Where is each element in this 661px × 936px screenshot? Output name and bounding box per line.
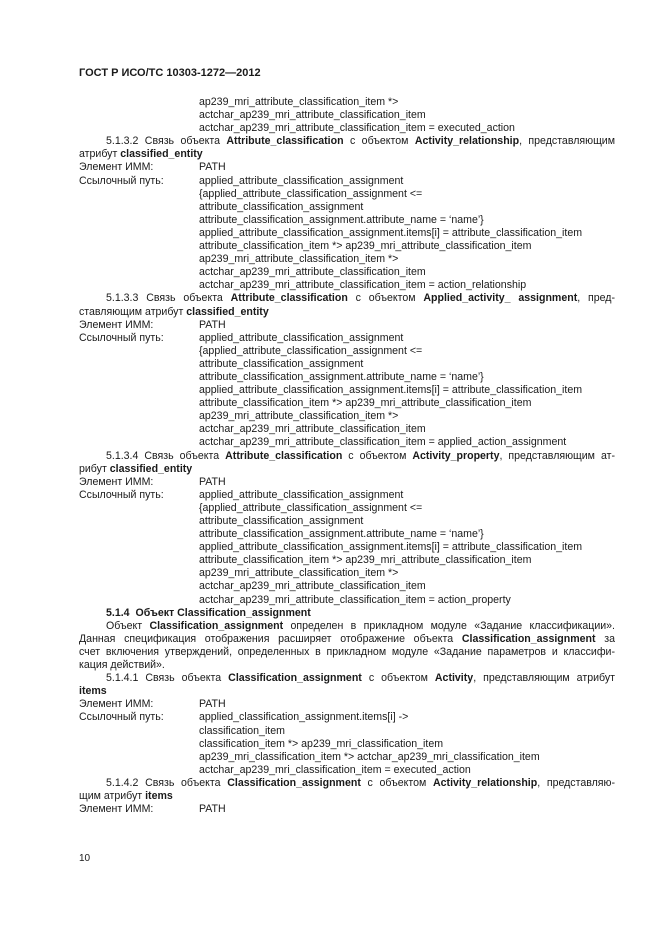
mapping-entry [79,476,615,489]
mapping-key: Ссылочный путь: [79,488,164,501]
bold-term: Attribute_classification [230,292,348,305]
text-segment: атрибут [79,148,121,161]
bold-term: items [79,685,107,698]
text-line [79,633,615,646]
reference-path-line: attribute_classification_assignment [199,515,364,527]
text-line [79,463,615,476]
mapping-key: Элемент ИММ: [79,698,154,711]
bold-term: classified_entity [109,462,193,475]
bold-term: Activity_property [412,449,500,462]
paragraph-line [79,135,615,148]
mapping-value: PATH [199,803,226,816]
mapping-entry [79,332,615,345]
mapping-key: Элемент ИММ: [79,475,154,488]
mapping-entry [79,803,615,816]
mapping-value: applied_attribute_classification_assignment [199,488,404,501]
text-line [79,306,615,319]
reference-path-line: attribute_classification_assignment.attribute_name = ‘name’} [199,213,484,226]
reference-path-line: actchar_ap239_mri_classification_item = executed_action [199,763,471,776]
paragraph-line [79,607,615,620]
mapping-value: PATH [199,698,226,711]
bold-term: Classification_assignment [227,776,361,789]
mapping-value: applied_classification_assignment.items[i] -> [199,711,409,724]
text-segment: Объект [106,619,150,632]
reference-path-line: actchar_ap239_mri_attribute_classification_item = executed_action [199,122,515,135]
reference-path-line: attribute_classification_assignment.attribute_name = ‘name’} [199,528,484,541]
reference-path-line: attribute_classification_assignment [199,357,364,370]
reference-path-line: ap239_mri_attribute_classification_item *> [199,253,399,266]
bold-term: Activity [434,672,474,685]
reference-path-line: classification_item *> ap239_mri_classification_item [199,737,444,750]
bold-term: 5.1.4 Объект Classification_assignment [106,606,311,619]
text-segment: с объектом [361,672,435,685]
text-segment: счет включения утверждений, определенных в прикладном модуле «Задание параметров и классифи- [79,645,615,658]
reference-path-line: actchar_ap239_mri_attribute_classification_item [199,109,426,122]
bold-term: Activity_relationship [414,135,520,148]
mapping-entry [79,319,615,332]
bold-term: Attribute_classification [225,449,343,462]
reference-path-line: ap239_mri_classification_item *> actchar_ap239_mri_classification_item [199,750,540,763]
reference-path-line: attribute_classification_assignment.attribute_name = ‘name’} [199,370,484,383]
reference-path-line: ap239_mri_attribute_classification_item *> [199,410,399,423]
mapping-key: Ссылочный путь: [79,331,164,344]
mapping-entry [79,175,615,188]
page-number: 10 [79,853,91,864]
text-segment: ставляющим атрибут [79,305,187,318]
bold-term: Attribute_classification [226,135,344,148]
text-line [79,790,615,803]
text-segment: с объектом [347,292,424,305]
text-segment: 5.1.3.2 Связь объекта [106,135,227,148]
reference-path-line: attribute_classification_item *> ap239_mri_attribute_classification_item [199,240,532,253]
reference-path-line: actchar_ap239_mri_attribute_classification_item = action_property [199,593,511,606]
mapping-key: Элемент ИММ: [79,803,154,816]
text-segment: 5.1.3.4 Связь объекта [106,449,226,462]
bold-term: classified_entity [120,148,203,161]
reference-path-line: attribute_classification_item *> ap239_mri_attribute_classification_item [199,554,532,567]
reference-path-line: classification_item [199,724,285,737]
mapping-value: applied_attribute_classification_assignment [199,331,404,344]
text-segment: , представляю- [537,776,615,789]
reference-path-line: {applied_attribute_classification_assignment <= [199,344,423,357]
reference-path-line: actchar_ap239_mri_attribute_classification_item = applied_action_assignment [199,436,567,449]
text-segment: Данная спецификация отображения расширяет отображение объекта [79,632,462,645]
mapping-value: PATH [199,475,226,488]
text-segment: определен в прикладном модуле «Задание классификации». [283,619,615,632]
reference-path-line: actchar_ap239_mri_attribute_classification_item [199,580,426,593]
reference-path-line: actchar_ap239_mri_attribute_classification_item [199,266,426,279]
text-segment: , представляющим [519,135,615,148]
reference-path-line: attribute_classification_item *> ap239_mri_attribute_classification_item [199,397,532,410]
paragraph-line [79,672,615,685]
mapping-key: Ссылочный путь: [79,711,164,724]
text-segment: с объектом [342,449,413,462]
text-segment: , представляющим ат- [499,449,615,462]
text-segment: с объектом [360,776,433,789]
mapping-entry [79,698,615,711]
bold-term: classified_entity [186,305,269,318]
text-segment: рибут [79,462,110,475]
document-body [79,96,615,816]
reference-path-line: applied_attribute_classification_assignment.items[i] = attribute_classification_item [199,384,583,397]
reference-path-line: {applied_attribute_classification_assignment <= [199,501,423,514]
bold-term: items [145,789,173,802]
reference-path-line: ap239_mri_attribute_classification_item *> [199,567,399,580]
reference-path-line: applied_attribute_classification_assignment.items[i] = attribute_classification_item [199,541,583,554]
bold-term: Activity_relationship [433,776,538,789]
mapping-key: Элемент ИММ: [79,318,154,331]
mapping-entry [79,489,615,502]
text-line [79,148,615,161]
reference-path-line: {applied_attribute_classification_assignment <= [199,187,423,200]
text-line [79,685,615,698]
mapping-entry [79,161,615,174]
paragraph-line [79,777,615,790]
text-segment: кация действий». [79,659,165,672]
text-segment: , представляющим атрибут [473,672,615,685]
text-segment: 5.1.4.2 Связь объекта [106,776,228,789]
mapping-key: Элемент ИММ: [79,161,154,174]
mapping-entry [79,711,615,724]
paragraph-line [79,292,615,305]
reference-path-line: actchar_ap239_mri_attribute_classification_item = action_relationship [199,279,527,292]
document-header: ГОСТ Р ИСО/ТС 10303-1272—2012 [79,67,261,79]
text-line [79,646,615,659]
bold-term: Classification_assignment [228,672,362,685]
text-segment: , пред- [577,292,615,305]
bold-term: Classification_assignment [149,619,284,632]
text-line [79,659,615,672]
reference-path-line: ap239_mri_attribute_classification_item *> [199,96,399,108]
mapping-key: Ссылочный путь: [79,174,164,187]
bold-term: Classification_assignment [461,632,596,645]
text-segment: с объектом [343,135,415,148]
text-segment: щим атрибут [79,789,146,802]
text-segment: за [595,632,615,645]
paragraph-line [79,450,615,463]
bold-term: Applied_activity_ assignment [423,292,578,305]
mapping-value: applied_attribute_classification_assignment [199,174,404,187]
text-segment: 5.1.3.3 Связь объекта [106,292,231,305]
mapping-value: PATH [199,161,226,174]
reference-path-line: attribute_classification_assignment [199,200,364,213]
text-segment: 5.1.4.1 Связь объекта [106,672,229,685]
paragraph-line [79,620,615,633]
mapping-value: PATH [199,318,226,331]
reference-path-line: actchar_ap239_mri_attribute_classification_item [199,423,426,436]
reference-path-line: applied_attribute_classification_assignment.items[i] = attribute_classification_item [199,226,583,239]
